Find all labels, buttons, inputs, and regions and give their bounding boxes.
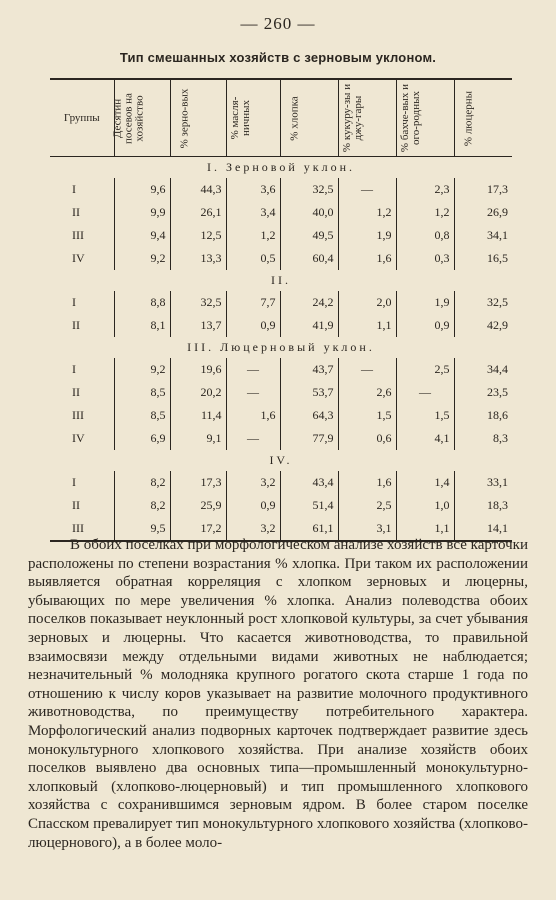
value-cell: 3,2 xyxy=(226,471,280,494)
value-cell: — xyxy=(338,358,396,381)
value-cell: 1,0 xyxy=(396,494,454,517)
value-cell: 0,9 xyxy=(396,314,454,337)
group-cell: III xyxy=(72,408,84,422)
table-body xyxy=(50,157,512,542)
group-cell: I xyxy=(72,182,76,196)
table-row xyxy=(50,224,512,247)
value-cell: 17,2 xyxy=(170,517,226,541)
group-cell: III xyxy=(72,228,84,242)
page-number: — 260 — xyxy=(240,14,316,33)
value-cell: — xyxy=(338,178,396,201)
table-row xyxy=(50,381,512,404)
value-cell: 1,2 xyxy=(226,224,280,247)
group-cell: IV xyxy=(72,251,85,265)
header-melon-garden: % бахче-вых и ого-родных xyxy=(396,79,454,157)
body-text xyxy=(28,536,528,852)
table-row xyxy=(50,314,512,337)
value-cell: 8,8 xyxy=(114,291,170,314)
value-cell: 60,4 xyxy=(280,247,338,270)
value-cell: 3,2 xyxy=(226,517,280,541)
value-cell: 2,3 xyxy=(396,178,454,201)
value-cell: 32,5 xyxy=(454,291,512,314)
value-cell: 1,4 xyxy=(396,471,454,494)
value-cell: 8,3 xyxy=(454,427,512,450)
group-cell: III xyxy=(72,521,84,535)
value-cell: — xyxy=(396,381,454,404)
value-cell: 49,5 xyxy=(280,224,338,247)
value-cell: 1,5 xyxy=(396,404,454,427)
table-row xyxy=(50,291,512,314)
table-row xyxy=(50,427,512,450)
group-cell: I xyxy=(72,362,76,376)
value-cell: 61,1 xyxy=(280,517,338,541)
value-cell: 3,4 xyxy=(226,201,280,224)
value-cell: 18,3 xyxy=(454,494,512,517)
value-cell: 2,5 xyxy=(396,358,454,381)
value-cell: 43,4 xyxy=(280,471,338,494)
header-oilseed: % масля-ничных xyxy=(226,79,280,157)
value-cell: 4,1 xyxy=(396,427,454,450)
table-row xyxy=(50,471,512,494)
value-cell: 7,7 xyxy=(226,291,280,314)
value-cell: 16,5 xyxy=(454,247,512,270)
value-cell: 14,1 xyxy=(454,517,512,541)
value-cell: 0,8 xyxy=(396,224,454,247)
value-cell: 9,2 xyxy=(114,358,170,381)
header-lucerne: % люцерны xyxy=(454,79,512,157)
value-cell: 9,1 xyxy=(170,427,226,450)
value-cell: 2,0 xyxy=(338,291,396,314)
value-cell: 12,5 xyxy=(170,224,226,247)
value-cell: 0,3 xyxy=(396,247,454,270)
value-cell: 8,5 xyxy=(114,404,170,427)
value-cell: 13,3 xyxy=(170,247,226,270)
value-cell: 1,9 xyxy=(396,291,454,314)
value-cell: 1,6 xyxy=(226,404,280,427)
header-groups: Группы xyxy=(50,79,114,157)
value-cell: 1,2 xyxy=(396,201,454,224)
section-title: I. Зерновой уклон. xyxy=(206,160,355,174)
value-cell: 9,2 xyxy=(114,247,170,270)
value-cell: 8,1 xyxy=(114,314,170,337)
header-corn-sorghum: % кукуру-зы и джу-гары xyxy=(338,79,396,157)
value-cell: 8,2 xyxy=(114,494,170,517)
value-cell: 1,9 xyxy=(338,224,396,247)
value-cell: 8,5 xyxy=(114,381,170,404)
value-cell: 26,9 xyxy=(454,201,512,224)
value-cell: 40,0 xyxy=(280,201,338,224)
body-paragraph: В обоих поселках при морфологическом анализе хозяйств все карточки расположены по степени возрастания % хлопка. При таком их расположении выявляется обратная корреляция с хлопком зерновых и люцерны, убывающих по мере увеличения % хлопка. Анализ полеводства обоих поселков показывает неуклонный рост хлопковой культуры, за счет убывания зерновых и люцерны. Что касается животноводства, то правильной взаимосвязи между отдельными видами животных не наблюдается; незначительный % молодняка крупного рогатого скота старше 1 года по отношению к числу коров указывает на развитие молочного продуктивного животноводства, по преимуществу потребительного характера. Морфологический анализ подворных карточек подтверждает развитие здесь монокультурного хлопкового хозяйства. При анализе хозяйств обоих поселков выявлено два основных типа—промышленный монокультурно-хлопковый (хлопково-люцерновый) и тип промышленного хлопкового хозяйства с сохранившимся зерновым ядром. В более старом поселке Спасском превалирует тип монокультурного хлопкового хозяйства (хлопково-люцернового), а в более моло- xyxy=(28,537,528,851)
value-cell: 1,1 xyxy=(338,314,396,337)
value-cell: 34,4 xyxy=(454,358,512,381)
table-row xyxy=(50,494,512,517)
section-title: IV. xyxy=(269,453,293,467)
header-cotton: % хлопка xyxy=(280,79,338,157)
table-row xyxy=(50,201,512,224)
value-cell: 17,3 xyxy=(170,471,226,494)
value-cell: 9,5 xyxy=(114,517,170,541)
value-cell: 51,4 xyxy=(280,494,338,517)
value-cell: 3,6 xyxy=(226,178,280,201)
table-row xyxy=(50,404,512,427)
value-cell: 0,6 xyxy=(338,427,396,450)
value-cell: 41,9 xyxy=(280,314,338,337)
value-cell: 1,6 xyxy=(338,247,396,270)
value-cell: — xyxy=(226,381,280,404)
value-cell: 2,6 xyxy=(338,381,396,404)
group-cell: II xyxy=(72,385,80,399)
table-header-row xyxy=(50,79,512,157)
section-header xyxy=(50,337,512,358)
section-title: II. xyxy=(271,273,291,287)
value-cell: 44,3 xyxy=(170,178,226,201)
value-cell: 34,1 xyxy=(454,224,512,247)
value-cell: 8,2 xyxy=(114,471,170,494)
value-cell: 43,7 xyxy=(280,358,338,381)
value-cell: 20,2 xyxy=(170,381,226,404)
value-cell: 33,1 xyxy=(454,471,512,494)
value-cell: 53,7 xyxy=(280,381,338,404)
value-cell: — xyxy=(226,358,280,381)
value-cell: 18,6 xyxy=(454,404,512,427)
value-cell: 23,5 xyxy=(454,381,512,404)
value-cell: 42,9 xyxy=(454,314,512,337)
section-header xyxy=(50,270,512,291)
group-cell: I xyxy=(72,475,76,489)
value-cell: 13,7 xyxy=(170,314,226,337)
header-grain: % зерно-вых xyxy=(170,79,226,157)
value-cell: 1,1 xyxy=(396,517,454,541)
value-cell: 32,5 xyxy=(280,178,338,201)
group-cell: II xyxy=(72,318,80,332)
group-cell: IV xyxy=(72,431,85,445)
value-cell: 9,6 xyxy=(114,178,170,201)
value-cell: 25,9 xyxy=(170,494,226,517)
value-cell: 26,1 xyxy=(170,201,226,224)
value-cell: 9,9 xyxy=(114,201,170,224)
table-row xyxy=(50,247,512,270)
value-cell: 24,2 xyxy=(280,291,338,314)
value-cell: 2,5 xyxy=(338,494,396,517)
section-header xyxy=(50,157,512,179)
value-cell: 9,4 xyxy=(114,224,170,247)
value-cell: 32,5 xyxy=(170,291,226,314)
section-title: III. Люцерновый уклон. xyxy=(187,340,375,354)
table-row xyxy=(50,358,512,381)
value-cell: 0,9 xyxy=(226,494,280,517)
value-cell: — xyxy=(226,427,280,450)
group-cell: I xyxy=(72,295,76,309)
value-cell: 1,5 xyxy=(338,404,396,427)
value-cell: 17,3 xyxy=(454,178,512,201)
header-sown-area: Десятин посевов на хозяйство xyxy=(114,79,170,157)
value-cell: 1,2 xyxy=(338,201,396,224)
value-cell: 77,9 xyxy=(280,427,338,450)
value-cell: 64,3 xyxy=(280,404,338,427)
group-cell: II xyxy=(72,205,80,219)
data-table xyxy=(50,78,512,542)
table-title: Тип смешанных хозяйств с зерновым уклоном. xyxy=(119,50,437,65)
table-row xyxy=(50,178,512,201)
value-cell: 0,5 xyxy=(226,247,280,270)
group-cell: II xyxy=(72,498,80,512)
value-cell: 3,1 xyxy=(338,517,396,541)
value-cell: 0,9 xyxy=(226,314,280,337)
value-cell: 6,9 xyxy=(114,427,170,450)
value-cell: 11,4 xyxy=(170,404,226,427)
value-cell: 1,6 xyxy=(338,471,396,494)
value-cell: 19,6 xyxy=(170,358,226,381)
section-header xyxy=(50,450,512,471)
